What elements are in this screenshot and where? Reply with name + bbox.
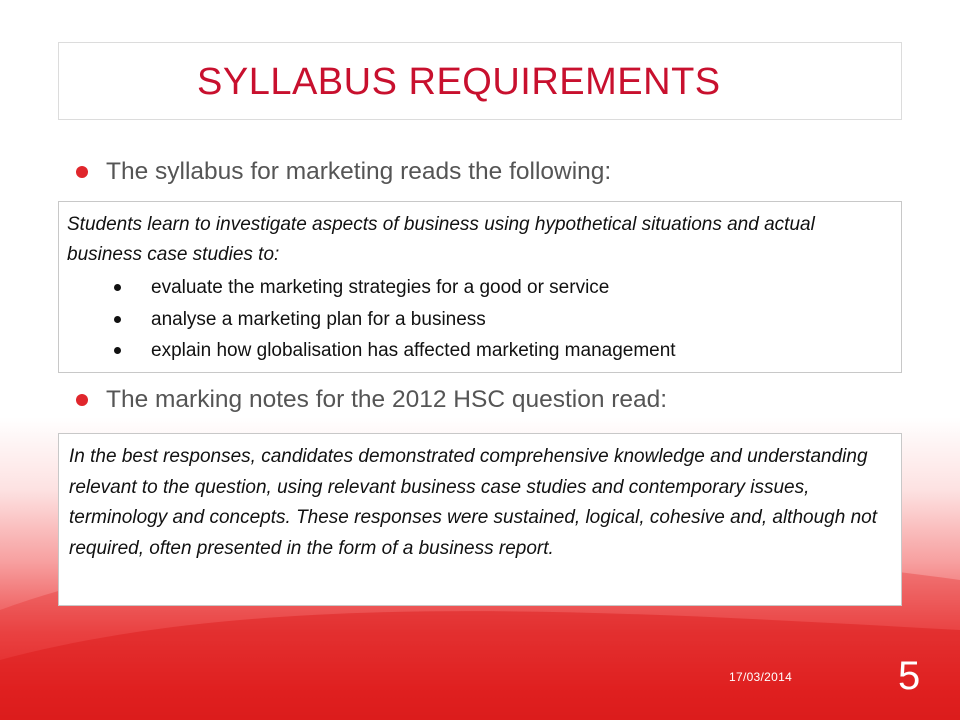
- bullet-marking-notes: [76, 386, 667, 414]
- sub-bullet-dot: [114, 284, 121, 291]
- title-box: [58, 42, 902, 120]
- slide-date: 17/03/2014: [729, 670, 793, 684]
- syllabus-quote-box: [58, 201, 902, 373]
- list-item: [59, 304, 903, 336]
- bullet-dot: [76, 166, 88, 178]
- outcome-text: analyse a marketing plan for a business: [151, 308, 486, 330]
- marking-notes-text: In the best responses, candidates demonstrated comprehensive knowledge and understanding relevant to the question, using relevant business case studies and contemporary issues, terminology and concepts. These responses were sustained, logical, cohesive and, although not required, often presented in the form of a business report.: [69, 446, 877, 559]
- page-number: 5: [898, 654, 921, 698]
- sub-bullet-dot: [114, 316, 121, 323]
- syllabus-intro: Students learn to investigate aspects of business using hypothetical situations and actual business case studies to:: [67, 214, 815, 265]
- bullet-dot: [76, 394, 88, 406]
- list-item: [59, 272, 903, 304]
- bullet-text: The marking notes for the 2012 HSC question read:: [106, 386, 668, 413]
- marking-notes-box: [58, 433, 902, 606]
- outcome-text: evaluate the marketing strategies for a good or service: [151, 277, 610, 298]
- slide-title: SYLLABUS REQUIREMENTS: [197, 61, 721, 103]
- sub-bullet-dot: [114, 347, 121, 354]
- bullet-syllabus: [76, 158, 611, 186]
- bullet-text: The syllabus for marketing reads the following:: [106, 158, 612, 185]
- list-item: [59, 335, 903, 367]
- outcome-text: explain how globalisation has affected marketing management: [151, 340, 676, 361]
- syllabus-outcomes-list: [59, 272, 903, 367]
